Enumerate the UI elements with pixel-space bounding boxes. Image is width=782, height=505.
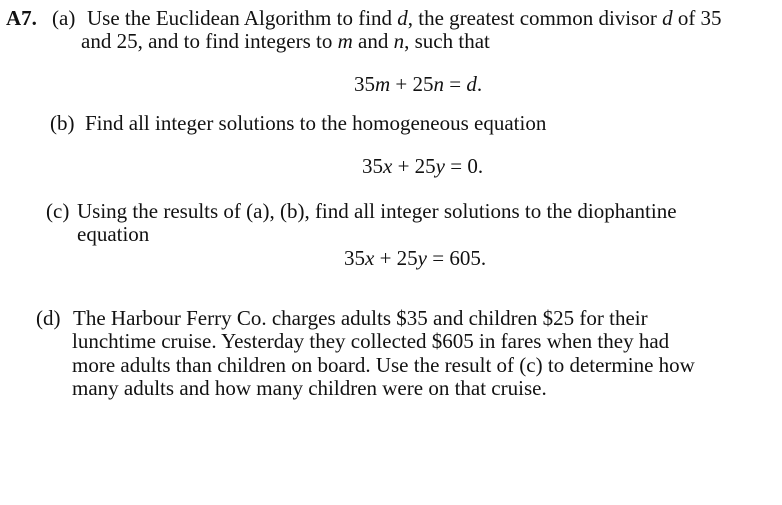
part-d-line-3: more adults than children on board. Use the result of (c) to determine how [72, 353, 695, 377]
part-c-line-1: Using the results of (a), (b), find all integer solutions to the diophantine [77, 199, 677, 223]
part-d-line-2: lunchtime cruise. Yesterday they collected $605 in fares when they had [72, 329, 670, 353]
part-d-label: (d) [36, 306, 61, 330]
part-c-line-2: equation [77, 222, 150, 246]
problem-number: A7. [6, 6, 37, 30]
part-a-label: (a) [52, 6, 76, 30]
part-d-line-4: many adults and how many children were on that cruise. [72, 376, 547, 400]
part-a-line-1: Use the Euclidean Algorithm to find d, the greatest common divisor d of 35 [87, 6, 722, 30]
part-b-line-1: Find all integer solutions to the homogeneous equation [85, 111, 547, 135]
part-b-label: (b) [50, 111, 75, 135]
part-c-label: (c) [46, 199, 70, 223]
part-a-equation: 35m + 25n = d. [354, 72, 483, 96]
part-c-equation: 35x + 25y = 605. [344, 246, 487, 270]
part-d-line-1: The Harbour Ferry Co. charges adults $35 and children $25 for their [73, 306, 648, 330]
part-b-equation: 35x + 25y = 0. [362, 154, 484, 178]
part-a-line-2: and 25, and to find integers to m and n, such that [81, 29, 490, 53]
